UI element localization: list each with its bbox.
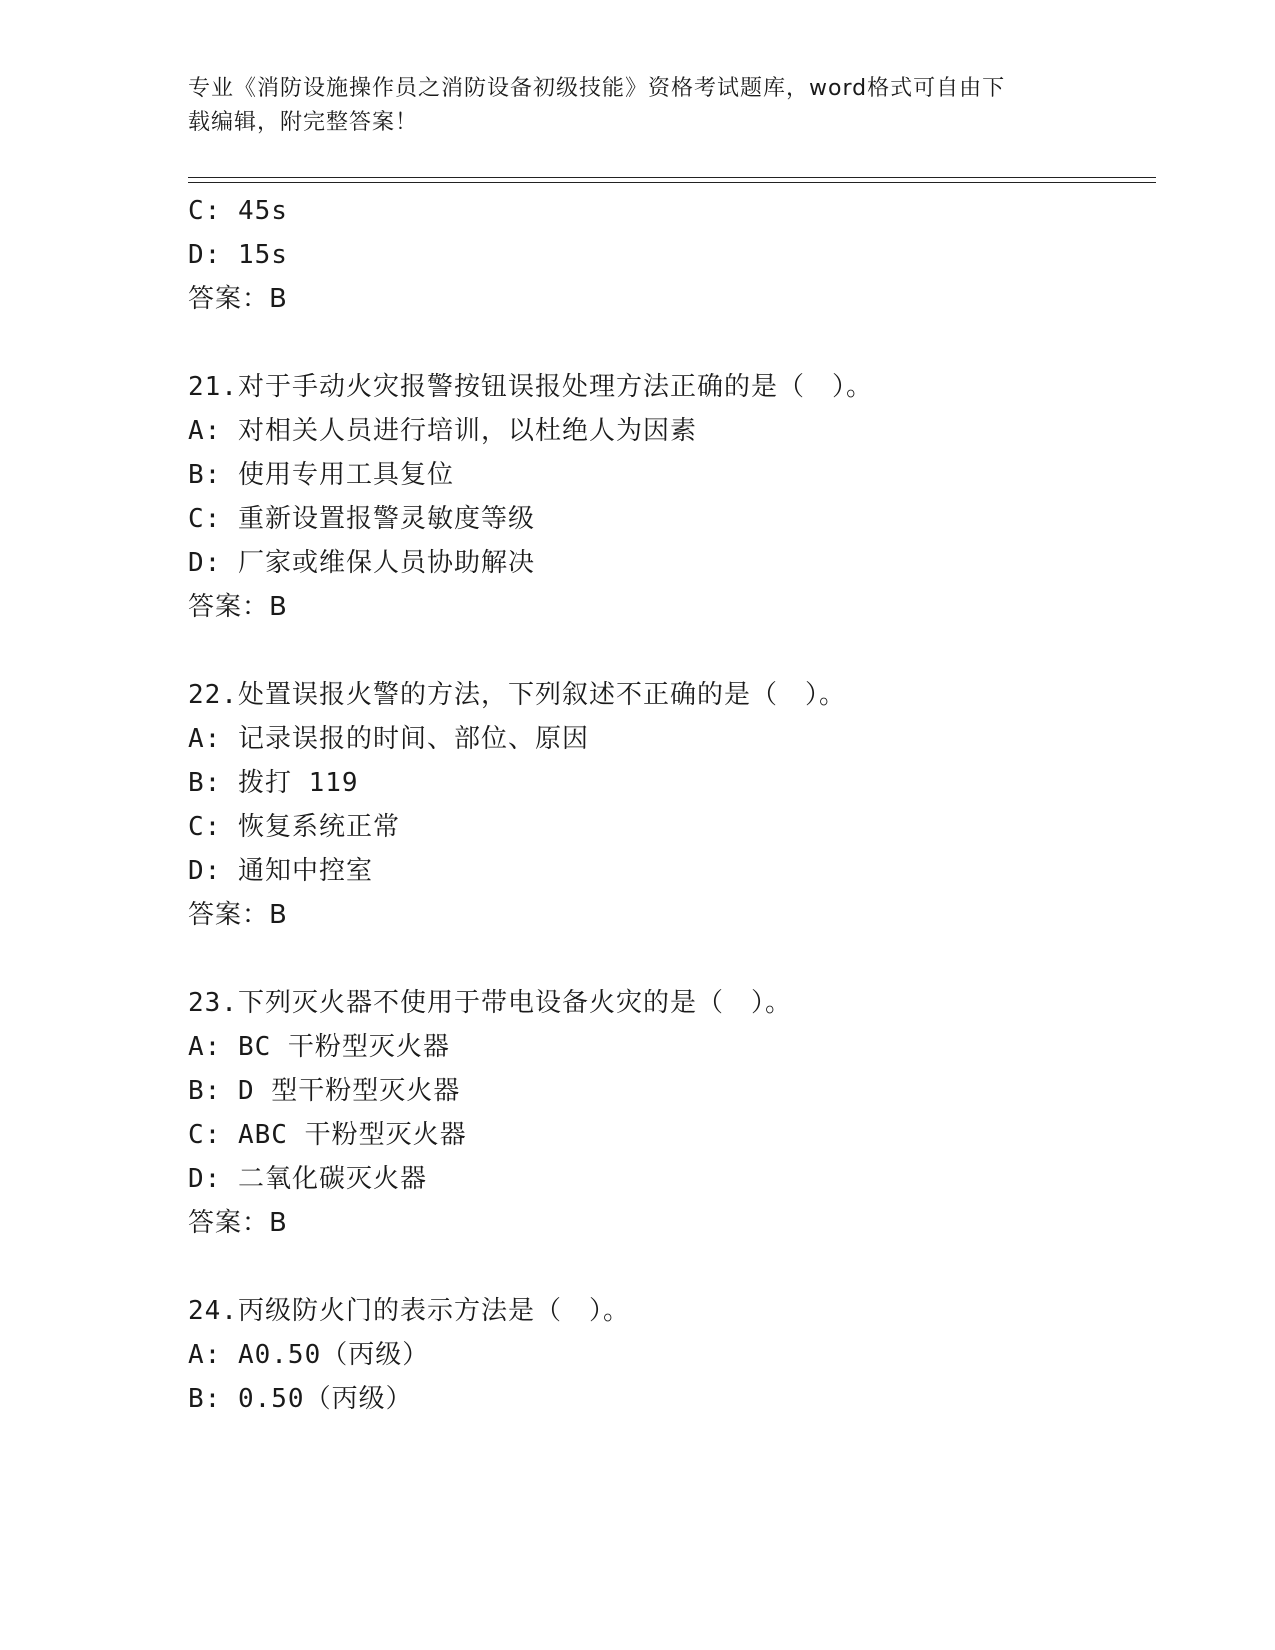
question-21-answer: 答案：B <box>188 592 288 622</box>
question-22-option-d: D: 通知中控室 <box>188 856 373 886</box>
question-23-option-a: A: BC 干粉型灭火器 <box>188 1032 450 1062</box>
question-22-option-b: B: 拨打 119 <box>188 768 359 798</box>
question-22-option-c: C: 恢复系统正常 <box>188 812 400 842</box>
answer: 答案：B <box>188 284 288 314</box>
question-22-stem: 22.处置误报火警的方法，下列叙述不正确的是（ ）。 <box>188 680 846 710</box>
header-line-1: 专业《消防设施操作员之消防设备初级技能》资格考试题库，word格式可自由下 <box>188 76 1006 101</box>
question-21-option-c: C: 重新设置报警灵敏度等级 <box>188 504 535 534</box>
question-22-answer: 答案：B <box>188 900 288 930</box>
question-21-stem: 21.对于手动火灾报警按钮误报处理方法正确的是（ ）。 <box>188 372 873 402</box>
header-divider-top <box>188 177 1156 178</box>
document-header <box>188 72 1088 140</box>
header-divider-bottom <box>188 182 1156 183</box>
question-21-option-d: D: 厂家或维保人员协助解决 <box>188 548 535 578</box>
question-22-option-a: A: 记录误报的时间、部位、原因 <box>188 724 589 754</box>
question-24-option-a: A: A0.50（丙级） <box>188 1340 430 1370</box>
question-23-answer: 答案：B <box>188 1208 288 1238</box>
question-23-stem: 23.下列灭火器不使用于带电设备火灾的是（ ）。 <box>188 988 792 1018</box>
option-d: D: 15s <box>188 240 288 270</box>
header-line-2: 载编辑，附完整答案！ <box>188 110 419 135</box>
question-24-option-b: B: 0.50（丙级） <box>188 1384 413 1414</box>
question-23-option-c: C: ABC 干粉型灭火器 <box>188 1120 467 1150</box>
question-23-option-b: B: D 型干粉型灭火器 <box>188 1076 461 1106</box>
question-21-option-b: B: 使用专用工具复位 <box>188 460 454 490</box>
question-24-stem: 24.丙级防火门的表示方法是（ ）。 <box>188 1296 630 1326</box>
question-21-option-a: A: 对相关人员进行培训，以杜绝人为因素 <box>188 416 697 446</box>
question-23-option-d: D: 二氧化碳灭火器 <box>188 1164 427 1194</box>
option-c: C: 45s <box>188 196 288 226</box>
